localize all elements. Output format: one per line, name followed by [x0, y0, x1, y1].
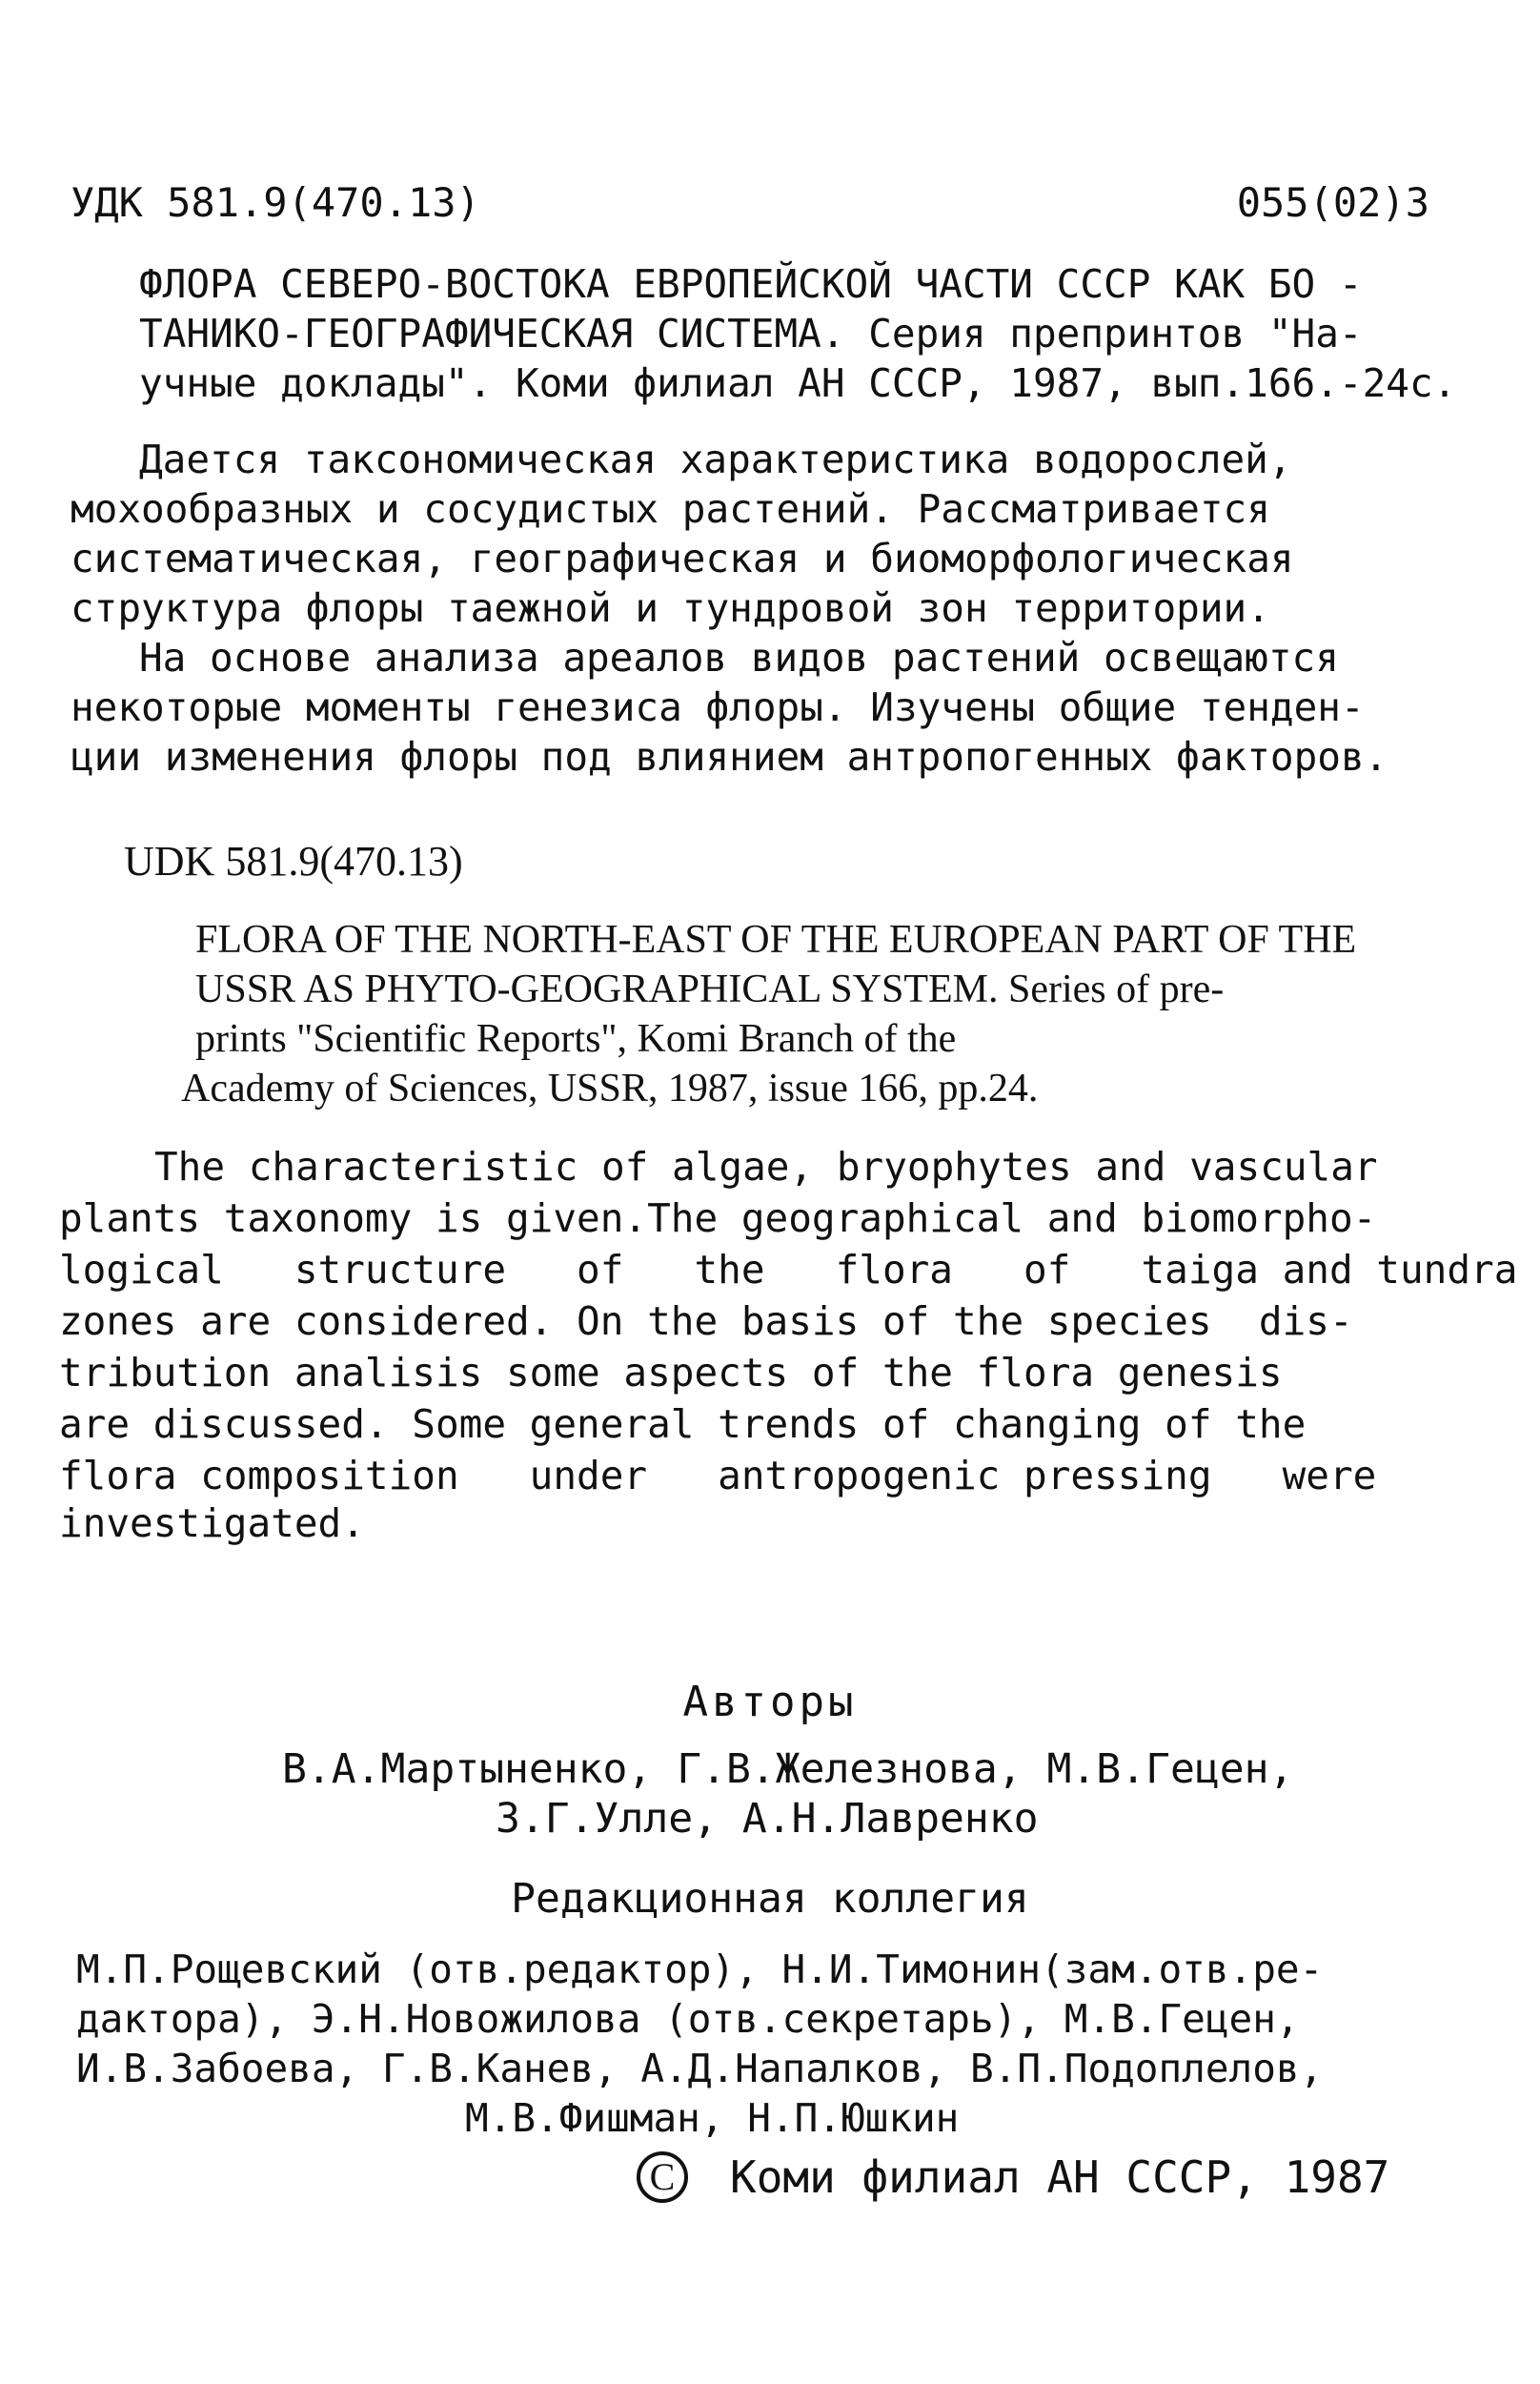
english-abstract-line-8: investigated.	[59, 1500, 365, 1546]
authors-line-2: З.Г.Улле, А.Н.Лавренко	[496, 1795, 1039, 1843]
english-citation-line-4: Academy of Sciences, USSR, 1987, issue 166, pp.24.	[181, 1067, 1039, 1110]
copyright-text: Коми филиал АН СССР, 1987	[730, 2151, 1390, 2203]
english-citation-line-3: prints "Scientific Reports", Komi Branch of the	[195, 1017, 957, 1061]
english-abstract-line-3: logical structure of the flora of taiga and tundra	[59, 1247, 1518, 1293]
russian-index: 055(02)3	[1236, 179, 1429, 226]
russian-citation-line-2: ТАНИКО-ГЕОГРАФИЧЕСКАЯ СИСТЕМА. Серия препринтов "На-	[139, 311, 1363, 357]
english-abstract-line-2: plants taxonomy is given.The geographical and biomorpho-	[59, 1195, 1377, 1241]
english-abstract-line-6: are discussed. Some general trends of changing of the	[59, 1401, 1307, 1447]
editorial-board-heading: Редакционная коллегия	[511, 1875, 1029, 1923]
english-abstract-line-7: flora composition under antropogenic pressing were	[59, 1453, 1377, 1498]
english-abstract-line-4: zones are considered. On the basis of the species dis-	[59, 1298, 1353, 1344]
copyright-icon: C	[637, 2151, 688, 2203]
russian-abstract-line-3: систематическая, географическая и биоморфологическая	[71, 536, 1294, 581]
editorial-board-line-2: дактора), Э.Н.Новожилова (отв.секретарь), М.В.Гецен,	[76, 1996, 1300, 2042]
english-abstract-line-1: The characteristic of algae, bryophytes and vascular	[154, 1144, 1378, 1190]
english-citation-line-1: FLORA OF THE NORTH-EAST OF THE EUROPEAN PART OF THE	[195, 918, 1357, 962]
russian-abstract-line-4: структура флоры таежной и тундровой зон территории.	[71, 585, 1270, 631]
russian-abstract-line-6: некоторые моменты генезиса флоры. Изучены общие тенден-	[71, 684, 1365, 730]
russian-abstract-line-5: На основе анализа ареалов видов растений освещаются	[139, 635, 1339, 681]
russian-citation-line-1: ФЛОРА СЕВЕРО-ВОСТОКА ЕВРОПЕЙСКОЙ ЧАСТИ СССР КАК БО -	[139, 261, 1363, 307]
english-udk: UDK 581.9(470.13)	[124, 838, 463, 885]
authors-line-1: В.А.Мартыненко, Г.В.Железнова, М.В.Гецен,	[282, 1745, 1294, 1793]
english-abstract-line-5: tribution analisis some aspects of the flora genesis	[59, 1350, 1283, 1396]
editorial-board-line-3: И.В.Забоева, Г.В.Канев, А.Д.Напалков, В.П.Подоплелов,	[76, 2046, 1324, 2091]
copyright-row	[637, 2149, 1389, 2206]
russian-abstract-line-1: Дается таксономическая характеристика водорослей,	[139, 437, 1292, 482]
russian-udk: УДК 581.9(470.13)	[71, 179, 480, 226]
russian-abstract-line-2: мохообразных и сосудистых растений. Рассматривается	[71, 486, 1270, 532]
authors-heading: Авторы	[682, 1678, 858, 1726]
editorial-board-line-1: М.П.Рощевский (отв.редактор), Н.И.Тимонин(зам.отв.ре-	[76, 1946, 1324, 1992]
russian-citation-line-3: учные доклады". Коми филиал АН СССР, 1987, вып.166.-24с.	[139, 360, 1457, 406]
russian-abstract-line-7: ции изменения флоры под влиянием антропогенных факторов.	[71, 734, 1388, 780]
english-citation-line-2: USSR AS PHYTO-GEOGRAPHICAL SYSTEM. Series of pre-	[195, 968, 1225, 1011]
editorial-board-line-4: М.В.Фишман, Н.П.Юшкин	[465, 2095, 960, 2141]
